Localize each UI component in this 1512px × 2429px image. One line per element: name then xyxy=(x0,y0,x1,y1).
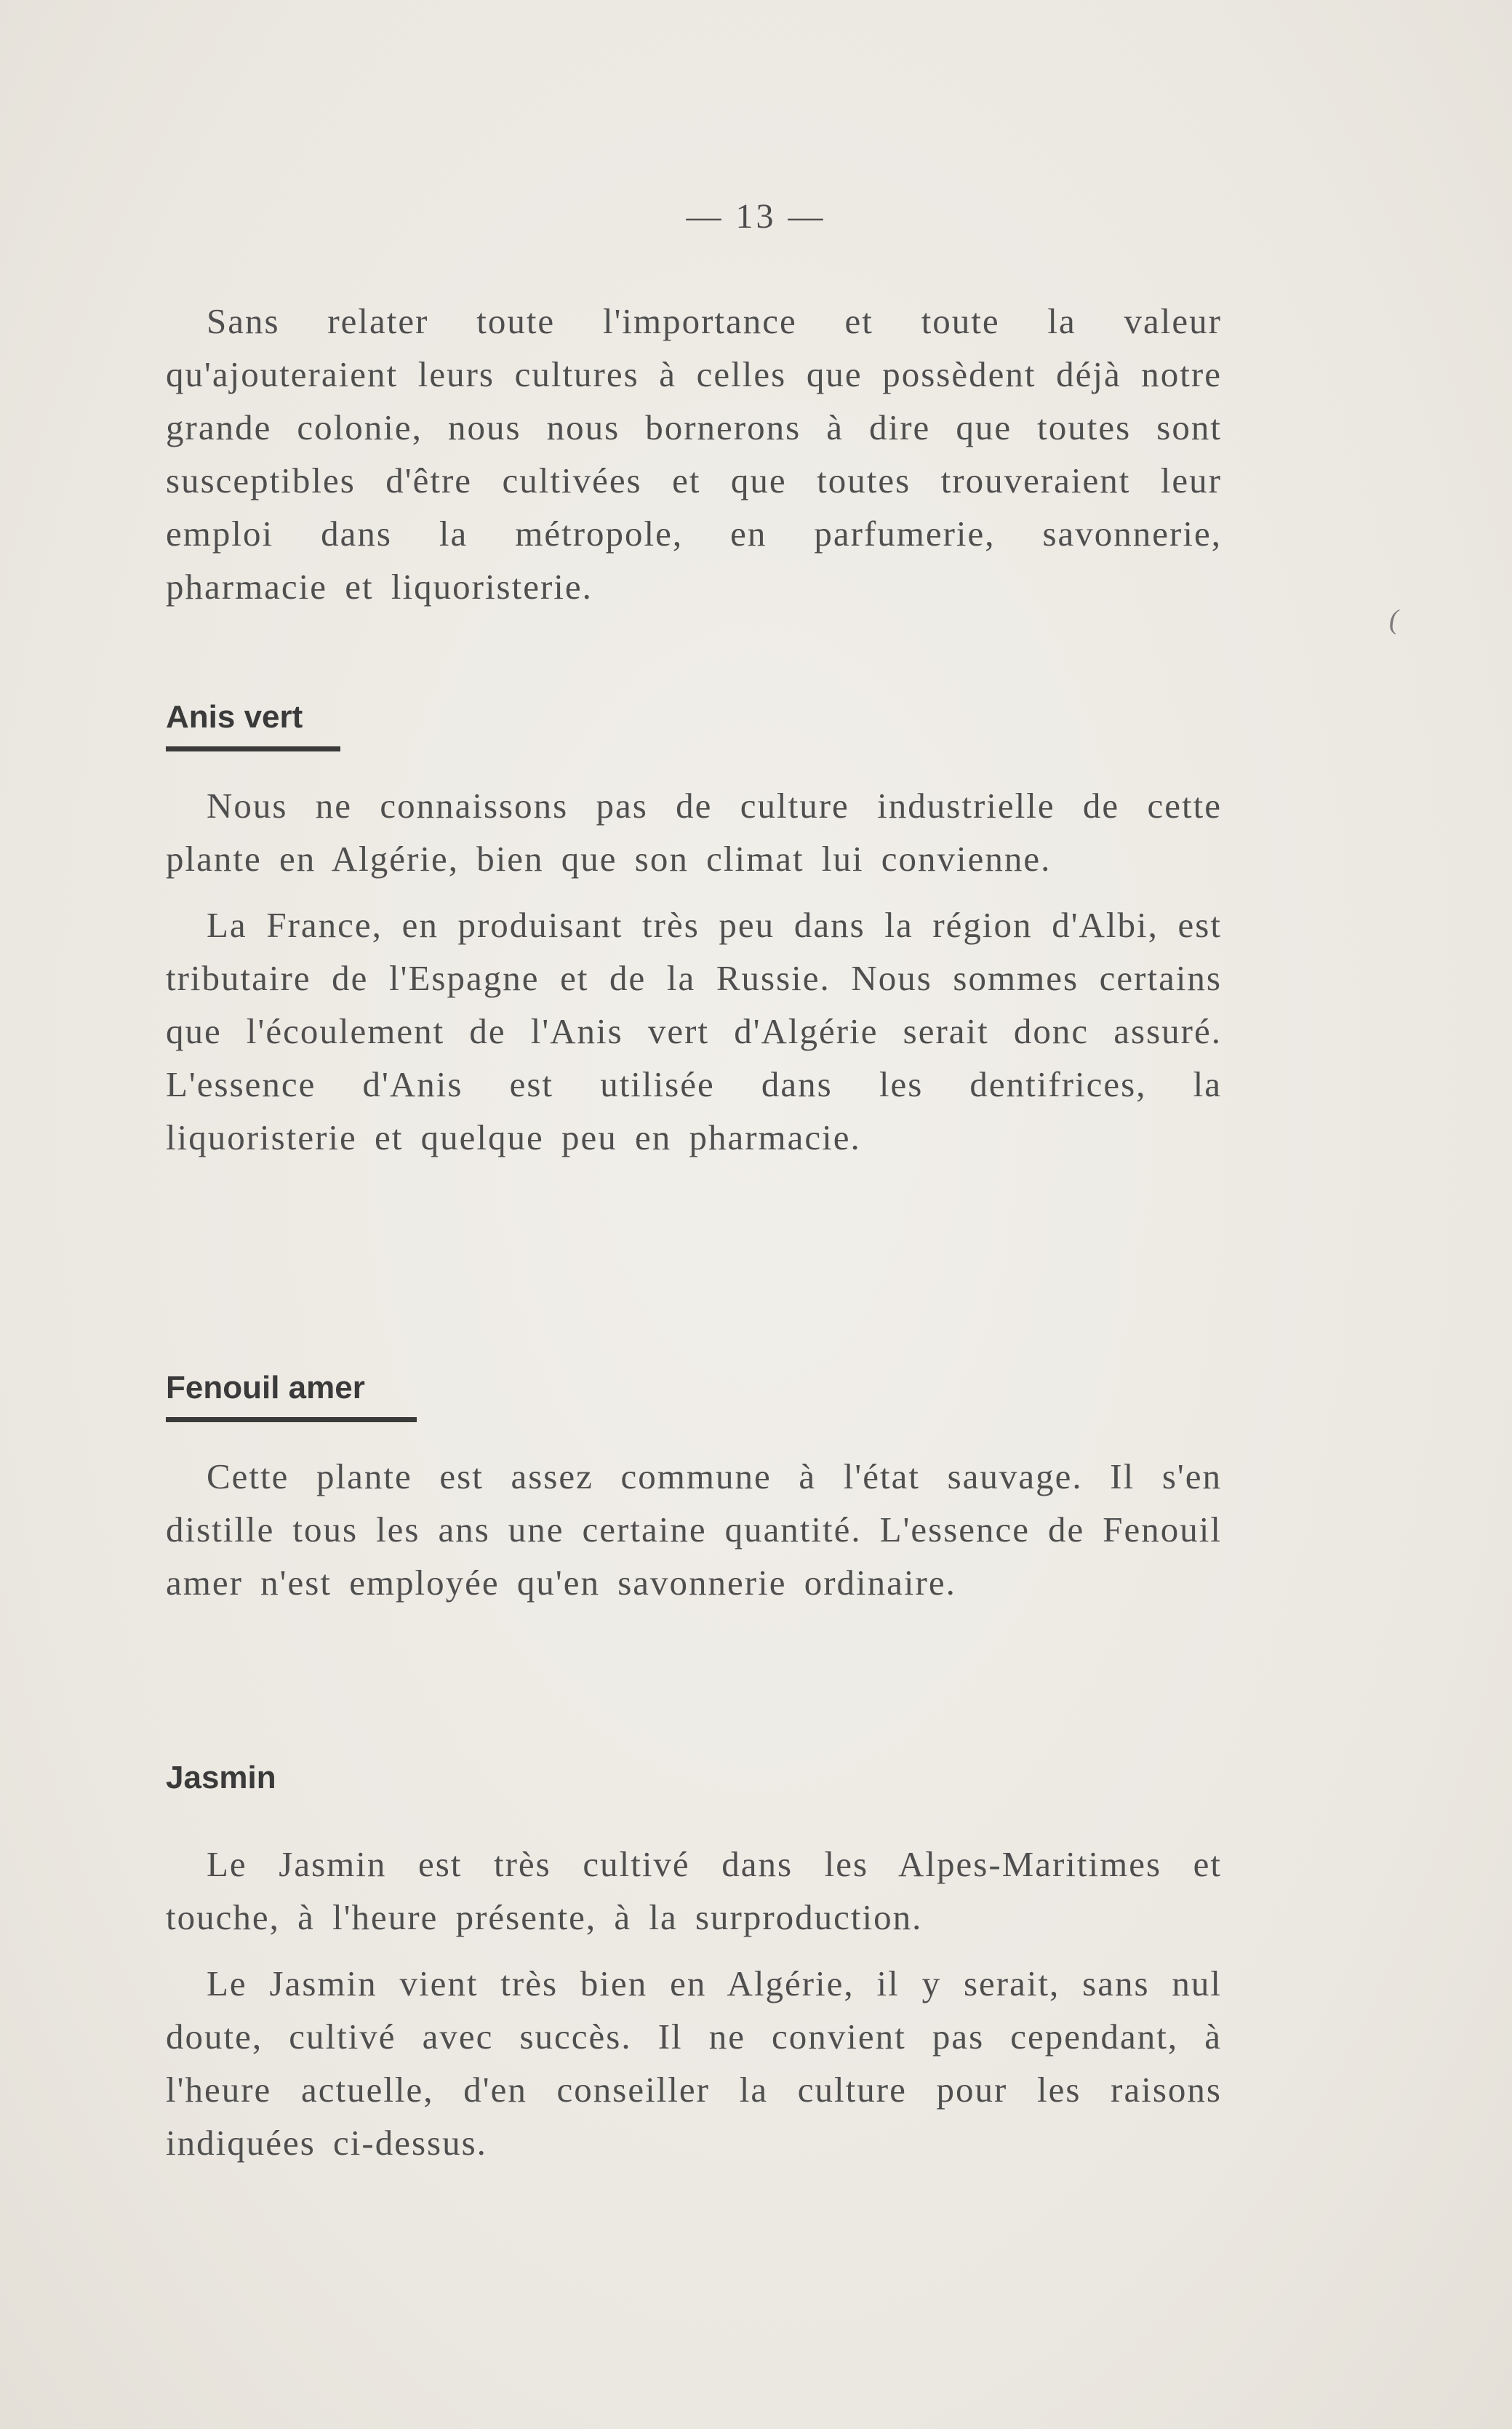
section-heading-wrap xyxy=(166,1760,1222,1795)
section-paragraph: La France, en produisant très peu dans la région d'Albi, est tributaire de l'Espagne et de la Russie. Nous sommes certains que l'écoulement de l'Anis vert d'Algérie serait donc assuré. L'essence d'Anis est utilisée dans les dentifrices, la liquoristerie et quelque peu en pharmacie. xyxy=(166,905,1222,1158)
section-paragraph: Nous ne connaissons pas de culture industrielle de cette plante en Algérie, bien que son climat lui convienne. xyxy=(166,786,1222,880)
section-paragraph: Cette plante est assez commune à l'état sauvage. Il s'en distille tous les ans une certaine quantité. L'essence de Fenouil amer n'est employée qu'en savonnerie ordinaire. xyxy=(166,1456,1222,1603)
heading-underline xyxy=(166,746,340,751)
section-paragraph: Le Jasmin est très cultivé dans les Alpes-Maritimes et touche, à l'heure présente, à la surproduction. xyxy=(166,1844,1222,1938)
page-number: — 13 — xyxy=(686,197,826,236)
margin-mark: ( xyxy=(1389,605,1399,635)
heading-underline xyxy=(166,1417,417,1422)
section-heading-wrap xyxy=(166,700,1222,751)
section-paragraph: Le Jasmin vient très bien en Algérie, il y serait, sans nul doute, cultivé avec succès. Il ne convient pas cependant, à l'heure actuelle, d'en conseiller la culture pour les raisons indiquées ci-dessus. xyxy=(166,1963,1222,2163)
section-anis-vert xyxy=(166,700,1222,1164)
section-heading: Jasmin xyxy=(166,1760,276,1795)
section-jasmin xyxy=(166,1760,1222,2169)
section-heading-wrap xyxy=(166,1371,1222,1422)
section-fenouil-amer xyxy=(166,1371,1222,1609)
section-heading: Anis vert xyxy=(166,699,303,735)
section-heading: Fenouil amer xyxy=(166,1370,365,1405)
intro-paragraph: Sans relater toute l'importance et toute la valeur qu'ajouteraient leurs cultures à celles que possèdent déjà notre grande colonie, nous nous bornerons à dire que toutes sont susceptibles d'être cultivées et que toutes trouveraient leur emploi dans la métropole, en parfumerie, savonnerie, pharmacie et liquoristerie. xyxy=(166,301,1222,607)
